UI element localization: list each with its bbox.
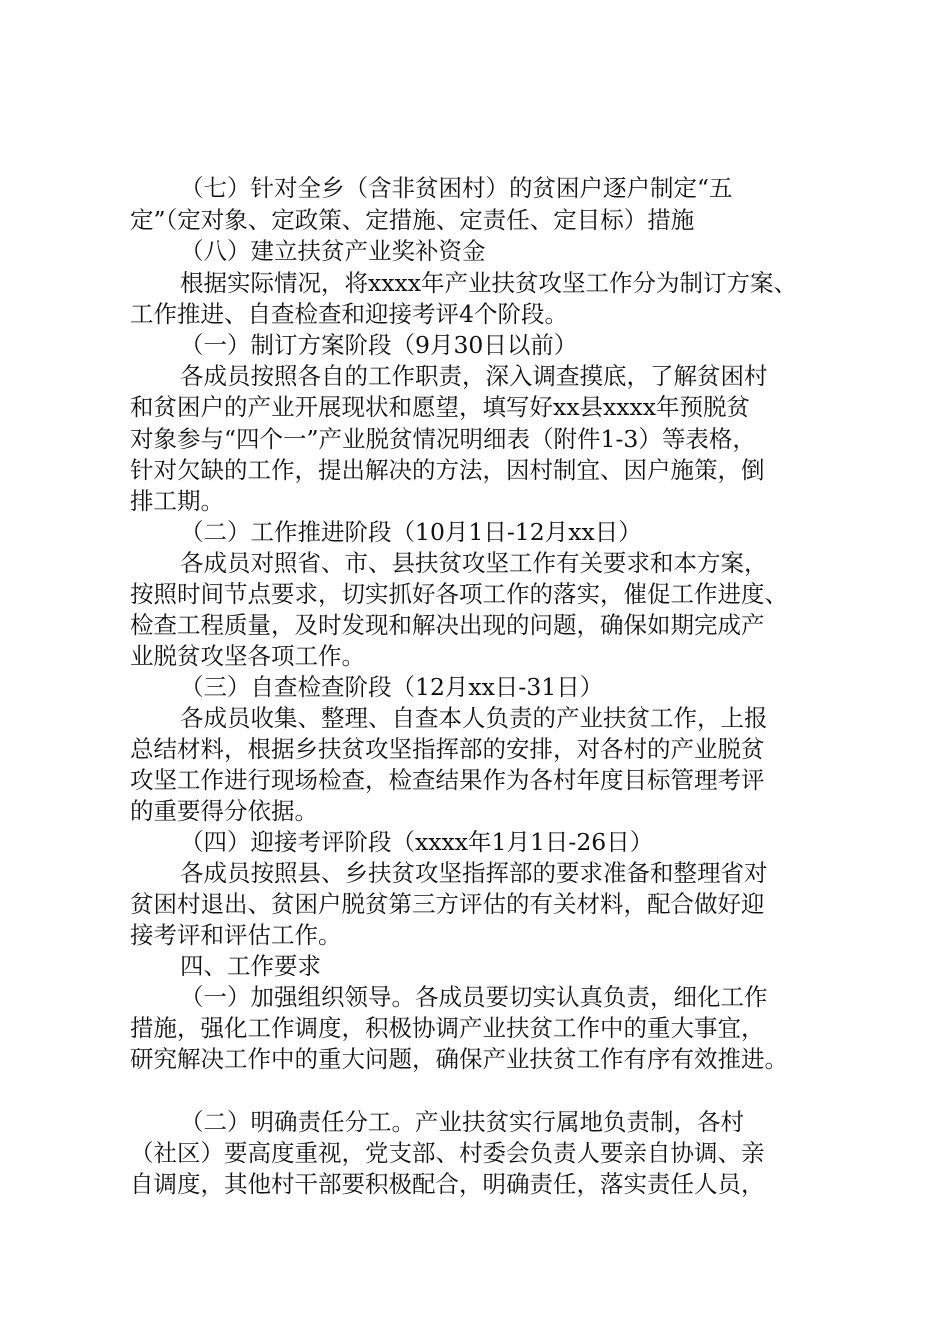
text-line: 各成员按照各自的工作职责，深入调查摸底，了解贫困村 — [180, 362, 768, 390]
text-line: （社区）要高度重视，党支部、村委会负责人要亲自协调、亲 — [130, 1139, 765, 1167]
text-line: 工作推进、自查检查和迎接考评4个阶段。 — [130, 300, 568, 328]
text-line: 贫困村退出、贫困户脱贫第三方评估的有关材料，配合做好迎 — [130, 890, 765, 918]
text-line: 攻坚工作进行现场检查，检查结果作为各村年度目标管理考评 — [130, 766, 765, 794]
text-line: 自调度，其他村干部要积极配合，明确责任，落实责任人员， — [130, 1170, 765, 1198]
text-line: 研究解决工作中的重大问题，确保产业扶贫工作有序有效推进。 — [130, 1045, 788, 1073]
section-heading: 四、工作要求 — [180, 952, 321, 980]
text-line: （七）针对全乡（含非贫困村）的贫困户逐户制定“五 — [180, 174, 733, 202]
text-line: （一）加强组织领导。各成员要切实认真负责，细化工作 — [180, 983, 768, 1011]
text-line: 的重要得分依据。 — [130, 797, 318, 825]
text-line: 业脱贫攻坚各项工作。 — [130, 642, 365, 670]
text-line: 措施，强化工作调度，积极协调产业扶贫工作中的重大事宜， — [130, 1014, 765, 1042]
text-line: 接考评和评估工作。 — [130, 921, 342, 949]
text-line: 检查工程质量，及时发现和解决出现的问题，确保如期完成产 — [130, 611, 765, 639]
text-line: （二）工作推进阶段（10月1日-12月xx日） — [180, 518, 642, 546]
text-line: 按照时间节点要求，切实抓好各项工作的落实，催促工作进度、 — [130, 580, 788, 608]
text-line: （一）制订方案阶段（9月30日以前） — [180, 331, 578, 359]
text-line: 对象参与“四个一”产业脱贫情况明细表（附件1-3）等表格， — [130, 425, 756, 453]
text-line: （三）自查检查阶段（12月xx日-31日） — [180, 673, 604, 701]
text-line: 排工期。 — [130, 487, 224, 515]
text-line: 和贫困户的产业开展现状和愿望，填写好xx县xxxx年预脱贫 — [130, 393, 751, 421]
text-line: 各成员按照县、乡扶贫攻坚指挥部的要求准备和整理省对 — [180, 859, 768, 887]
text-line: 各成员收集、整理、自查本人负责的产业扶贫工作，上报 — [180, 704, 768, 732]
text-line: 定”（定对象、定政策、定措施、定责任、定目标）措施 — [130, 206, 695, 234]
text-line: 各成员对照省、市、县扶贫攻坚工作有关要求和本方案， — [180, 549, 768, 577]
text-line: （四）迎接考评阶段（xxxx年1月1日-26日） — [180, 828, 654, 856]
text-line: 总结材料，根据乡扶贫攻坚指挥部的安排，对各村的产业脱贫 — [130, 735, 765, 763]
text-line: （八）建立扶贫产业奖补资金 — [180, 237, 486, 265]
text-line: 针对欠缺的工作，提出解决的方法，因村制宜、因户施策，倒 — [130, 456, 765, 484]
text-line: 根据实际情况，将xxxx年产业扶贫攻坚工作分为制订方案、 — [180, 269, 798, 297]
text-line: （二）明确责任分工。产业扶贫实行属地负责制，各村 — [180, 1108, 744, 1136]
